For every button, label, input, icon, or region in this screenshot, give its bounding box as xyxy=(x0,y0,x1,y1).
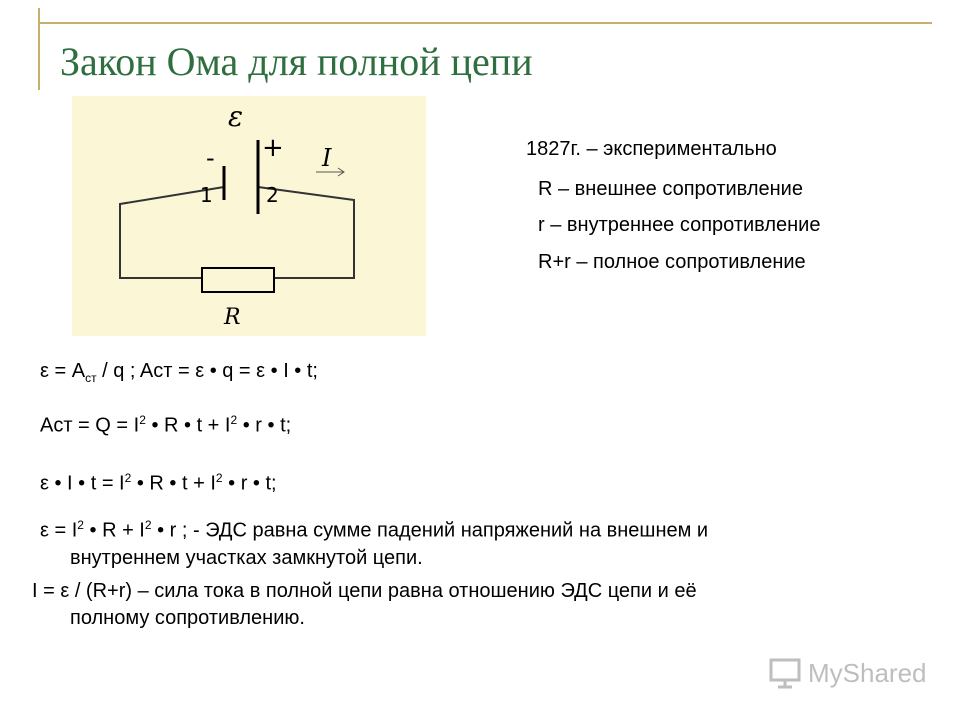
equation-4-line1: $\varepsilon = I^2$ • $R + I^2$ • r ; - ЭДС равна сумме падений напряжений на внешнем и xyxy=(40,518,709,542)
equation-5 xyxy=(32,578,922,632)
watermark-text: MyShared xyxy=(808,657,927,688)
resistor-label: R xyxy=(224,305,241,330)
minus-label: - xyxy=(206,144,215,172)
slide-title: Закон Ома для полной цепи xyxy=(60,39,533,84)
terminal-1-label: 1 xyxy=(200,183,213,207)
left-rule xyxy=(38,8,40,90)
info-year: 1827г. – экспериментально xyxy=(526,138,777,160)
info-external-resistance: R – внешнее сопротивление xyxy=(538,178,803,200)
equation-1: $\varepsilon = A_{ст} / q$ ; Aст = ε • q = ε • I • t; xyxy=(40,360,318,385)
equation-5-line2: полному сопротивлению. xyxy=(70,607,305,629)
current-label: I xyxy=(322,144,332,172)
circuit-svg xyxy=(72,96,426,336)
equation-3: ε • I • $t = I^2$ • R • $t + I^2$ • r • t; xyxy=(40,471,277,495)
equation-2: Aст = $Q = I^2$ • R • $t + I^2$ • r • t; xyxy=(40,413,292,437)
equation-4 xyxy=(40,512,930,572)
emf-label: ε xyxy=(228,100,244,133)
terminal-2-label: 2 xyxy=(266,183,279,207)
info-internal-resistance: r – внутреннее сопротивление xyxy=(538,214,821,236)
circuit-diagram xyxy=(72,96,426,336)
watermark-logo xyxy=(768,656,927,690)
resistor xyxy=(202,268,274,292)
equation-5-line1: I = ε / (R+r) – сила тока в полной цепи равна отношению ЭДС цепи и её xyxy=(32,580,697,602)
top-rule xyxy=(40,22,932,24)
presentation-screen-icon xyxy=(768,656,802,690)
info-total-resistance: R+r – полное сопротивление xyxy=(538,251,806,273)
plus-label: + xyxy=(262,133,284,163)
equation-4-line2: внутреннем участках замкнутой цепи. xyxy=(70,546,423,569)
